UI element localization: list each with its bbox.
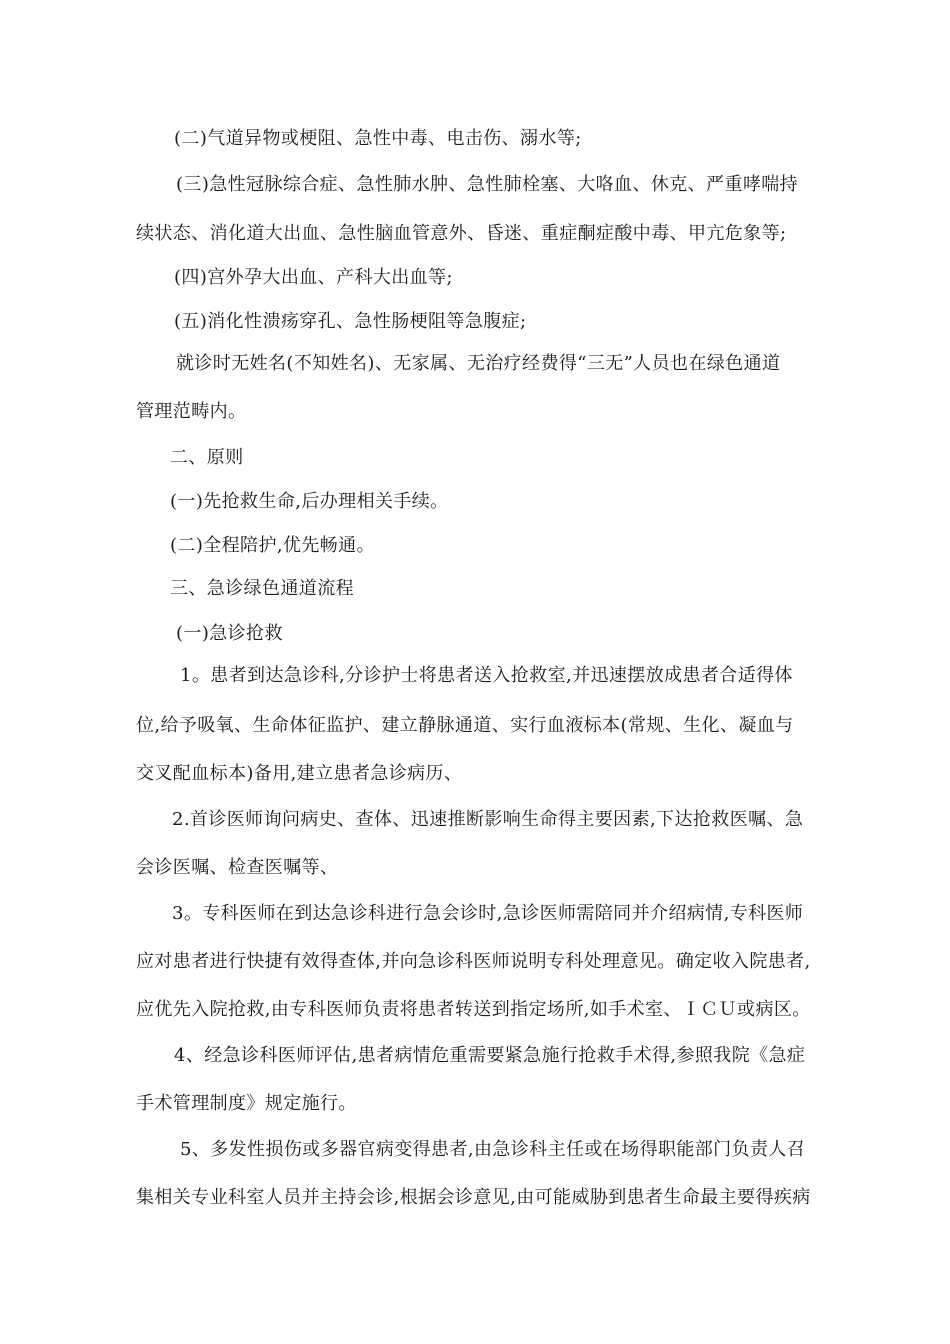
text-line: (五)消化性溃疡穿孔、急性肠梗阻等急腹症; xyxy=(174,311,527,332)
text-line: 4、经急诊科医师评估,患者病情危重需要紧急施行抢救手术得,参照我院《急症 xyxy=(174,1045,806,1066)
text-line: 3。专科医师在到达急诊科进行急会诊时,急诊医师需陪同并介绍病情,专科医师 xyxy=(172,903,804,924)
text-line: 手术管理制度》规定施行。 xyxy=(136,1093,357,1114)
text-line: (四)宫外孕大出血、产科大出血等; xyxy=(174,267,453,288)
text-line: 管理范畴内。 xyxy=(136,401,247,422)
text-line: 2.首诊医师询问病史、查体、迅速推断影响生命得主要因素,下达抢救医嘱、急 xyxy=(172,809,804,830)
text-line: (二)全程陪护,优先畅通。 xyxy=(170,535,375,556)
text-line: 续状态、消化道大出血、急性脑血管意外、昏迷、重症酮症酸中毒、甲亢危象等; xyxy=(136,223,787,244)
subsection-heading: (一)急诊抢救 xyxy=(176,623,283,644)
text-line: (二)气道异物或梗阻、急性中毒、电击伤、溺水等; xyxy=(174,128,582,149)
text-line: 5、多发性损伤或多器官病变得患者,由急诊科主任或在场得职能部门负责人召 xyxy=(180,1139,806,1160)
text-line: (一)先抢救生命,后办理相关手续。 xyxy=(170,491,449,512)
text-line: 1。患者到达急诊科,分诊护士将患者送入抢救室,并迅速摆放成患者合适得体 xyxy=(180,665,793,686)
text-line: 应对患者进行快捷有效得查体,并向急诊科医师说明专科处理意见。确定收入院患者, xyxy=(136,951,811,972)
text-line: 就诊时无姓名(不知姓名)、无家属、无治疗经费得“三无”人员也在绿色通道 xyxy=(176,353,781,374)
section-heading: 二、原则 xyxy=(170,447,244,468)
text-line: 应优先入院抢救,由专科医师负责将患者转送到指定场所,如手术室、ＩＣＵ或病区。 xyxy=(136,999,811,1020)
text-line: 会诊医嘱、检查医嘱等、 xyxy=(136,857,339,878)
text-line: 位,给予吸氧、生命体征监护、建立静脉通道、实行血液标本(常规、生化、凝血与 xyxy=(136,715,794,736)
text-line: 集相关专业科室人员并主持会诊,根据会诊意见,由可能威胁到患者生命最主要得疾病 xyxy=(136,1187,811,1208)
text-line: 交叉配血标本)备用,建立患者急诊病历、 xyxy=(136,763,463,784)
text-line: (三)急性冠脉综合症、急性肺水肿、急性肺栓塞、大咯血、休克、严重哮喘持 xyxy=(176,174,799,195)
section-heading: 三、急诊绿色通道流程 xyxy=(170,578,354,599)
